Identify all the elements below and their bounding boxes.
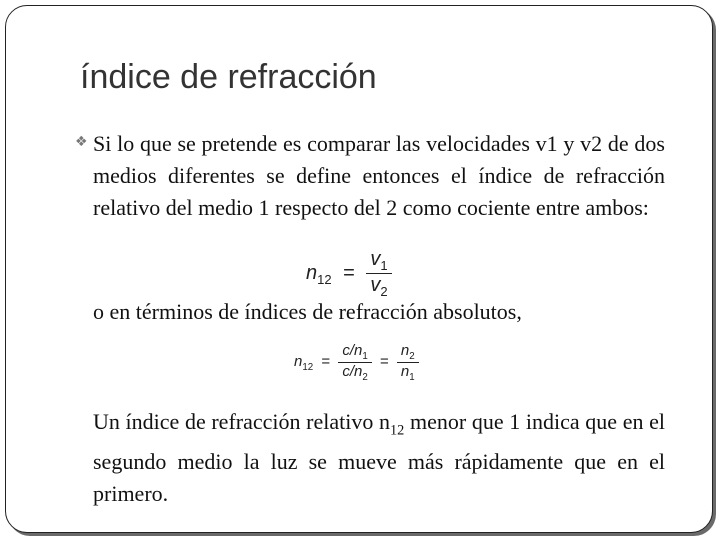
formula2-fraction-2 — [397, 342, 419, 383]
formula1-numerator: $v_1$ — [366, 248, 391, 274]
paragraph-conclusion — [93, 406, 665, 510]
formula1-lhs: $n_{12}$ — [306, 261, 332, 287]
formula2-lhs: $n_{12}$ — [294, 353, 314, 374]
formula1-fraction — [366, 248, 391, 299]
formula1-equals: = — [343, 261, 355, 284]
formula2-numerator-1: $c/n_1$ — [338, 342, 371, 363]
formula2-equals-1: = — [321, 353, 331, 371]
slide-title: índice de refracción — [80, 58, 377, 96]
bullet-icon: ❖ — [75, 134, 88, 150]
paragraph-absolute: o en términos de índices de refracción absolutos, — [93, 299, 522, 324]
paragraph3-part-a: Un índice de refracción relativo n — [93, 409, 391, 434]
paragraph-definition: Si lo que se pretende es comparar las velocidades v1 y v2 de dos medios diferentes se define entonces el índice de refracción relativo del medio 1 respecto del 2 como cociente entre ambos: — [93, 131, 665, 220]
formula2-equals-2: = — [379, 353, 389, 371]
paragraph3-part-b: menor que 1 indica que en el segundo medio la luz se mueve más rápidamente que en el primero. — [93, 409, 665, 507]
paragraph3-subscript: 12 — [390, 422, 405, 439]
formula2-denominator-2: $n_1$ — [400, 363, 415, 383]
formula-relative-index — [306, 248, 392, 299]
formula2-denominator-1: $c/n_2$ — [342, 363, 368, 383]
formula2-fraction-1 — [338, 342, 371, 383]
formula2-numerator-2: $n_2$ — [397, 342, 419, 363]
formula-absolute-index — [294, 342, 419, 383]
formula1-denominator: $v_2$ — [370, 274, 388, 299]
